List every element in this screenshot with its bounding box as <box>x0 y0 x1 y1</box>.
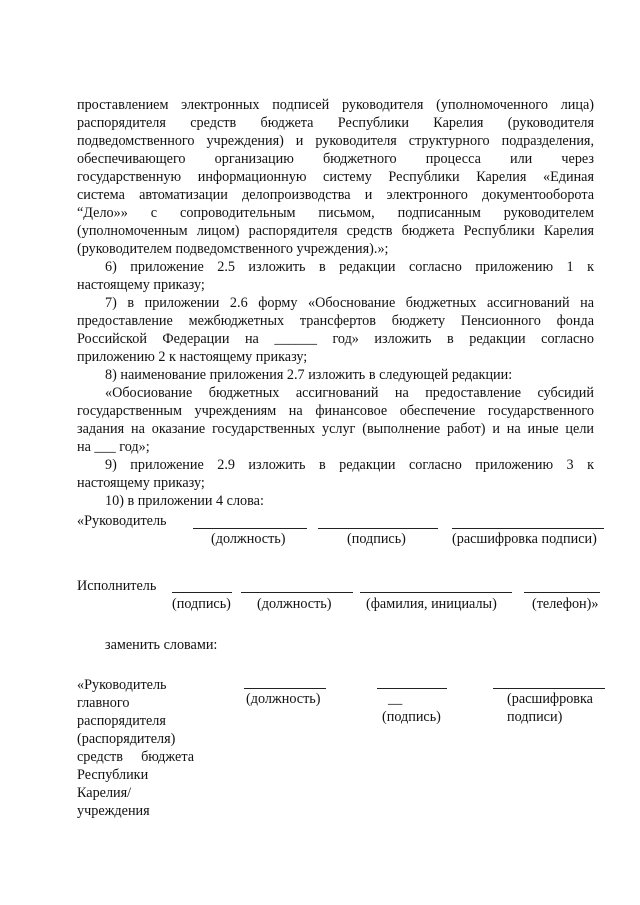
form3-label-line: средств бюджета <box>77 749 194 765</box>
form1-signature-line <box>318 528 438 529</box>
text-line: на ___ год»; <box>77 439 150 455</box>
text-line: приложению 2 к настоящему приказу; <box>77 349 308 365</box>
form2-signature-line <box>172 592 232 593</box>
form1-position-line <box>193 528 307 529</box>
text-line: система автоматизации делопроизводства и электронного документооборота <box>77 187 594 203</box>
form3-label-line: учреждения <box>77 803 150 819</box>
form2-caption-phone: (телефон)» <box>532 596 599 612</box>
form3-label-line: (распорядителя) <box>77 731 176 747</box>
form3-label-line: Республики <box>77 767 149 783</box>
replace-text: заменить словами: <box>105 637 218 653</box>
form3-label-line: Карелия/ <box>77 785 132 801</box>
form2-position-line <box>241 592 353 593</box>
list-item-10: 10) в приложении 4 слова: <box>105 493 264 509</box>
text-line: государственным учреждениям на финансовое обеспечение государственного <box>77 403 594 419</box>
list-item-6: 6) приложение 2.5 изложить в редакции согласно приложению 1 к <box>105 259 594 275</box>
text-line: задания на оказание государственных услуг (выполнение работ) и на иные цели <box>77 421 594 437</box>
form3-decode-line <box>493 688 605 689</box>
text-line: предоставление межбюджетных трансфертов бюджету Пенсионного фонда <box>77 313 594 329</box>
text-line: настоящему приказу; <box>77 475 205 491</box>
form2-caption-signature: (подпись) <box>172 596 231 612</box>
form3-caption-signature: (подпись) <box>382 709 441 725</box>
list-item-7: 7) в приложении 2.6 форму «Обоснование бюджетных ассигнований на <box>105 295 594 311</box>
text-line: “Дело»» с сопроводительным письмом, подписанным руководителем <box>77 205 594 221</box>
form1-label: «Руководитель <box>77 513 167 529</box>
quote-line: «Обосиование бюджетных ассигнований на предоставление субсидий <box>105 385 594 401</box>
form2-phone-line <box>524 592 600 593</box>
form3-label-line: «Руководитель <box>77 677 167 693</box>
form3-caption-position: (должность) <box>246 691 321 707</box>
form3-label-line: главного <box>77 695 130 711</box>
form1-caption-position: (должность) <box>211 531 286 547</box>
form3-caption-decode-2: подписи) <box>507 709 563 725</box>
form2-label: Исполнитель <box>77 578 157 594</box>
form1-decode-line <box>452 528 604 529</box>
form3-label-line: распорядителя <box>77 713 166 729</box>
text-line: (руководителем подведомственного учреждения).»; <box>77 241 389 257</box>
text-line: проставлением электронных подписей руководителя (уполномоченного лица) <box>77 97 594 113</box>
text-line: обеспечивающего организацию бюджетного процесса или через <box>77 151 594 167</box>
list-item-8: 8) наименование приложения 2.7 изложить в следующей редакции: <box>105 367 513 383</box>
form1-caption-decode: (расшифровка подписи) <box>452 531 597 547</box>
form3-caption-decode-1: (расшифровка <box>507 691 593 707</box>
text-line: государственную информационную систему Республики Карелия «Единая <box>77 169 594 185</box>
form1-caption-signature: (подпись) <box>347 531 406 547</box>
text-line: (уполномоченным лицом) распорядителя средств бюджета Республики Карелия <box>77 223 594 239</box>
text-line: настоящему приказу; <box>77 277 205 293</box>
form3-position-line <box>244 688 326 689</box>
form2-name-line <box>360 592 512 593</box>
text-line: распорядителя средств бюджета Республики Карелия (руководителя <box>77 115 594 131</box>
form3-caption-dash: __ <box>388 691 403 707</box>
text-line: Российской Федерации на ______ год» изложить в редакции согласно <box>77 331 594 347</box>
form3-signature-line <box>377 688 447 689</box>
form2-caption-position: (должность) <box>257 596 332 612</box>
form2-caption-name: (фамилия, инициалы) <box>366 596 497 612</box>
text-line: подведомственного учреждения) и руководителя структурного подразделения, <box>77 133 594 149</box>
list-item-9: 9) приложение 2.9 изложить в редакции согласно приложению 3 к <box>105 457 594 473</box>
